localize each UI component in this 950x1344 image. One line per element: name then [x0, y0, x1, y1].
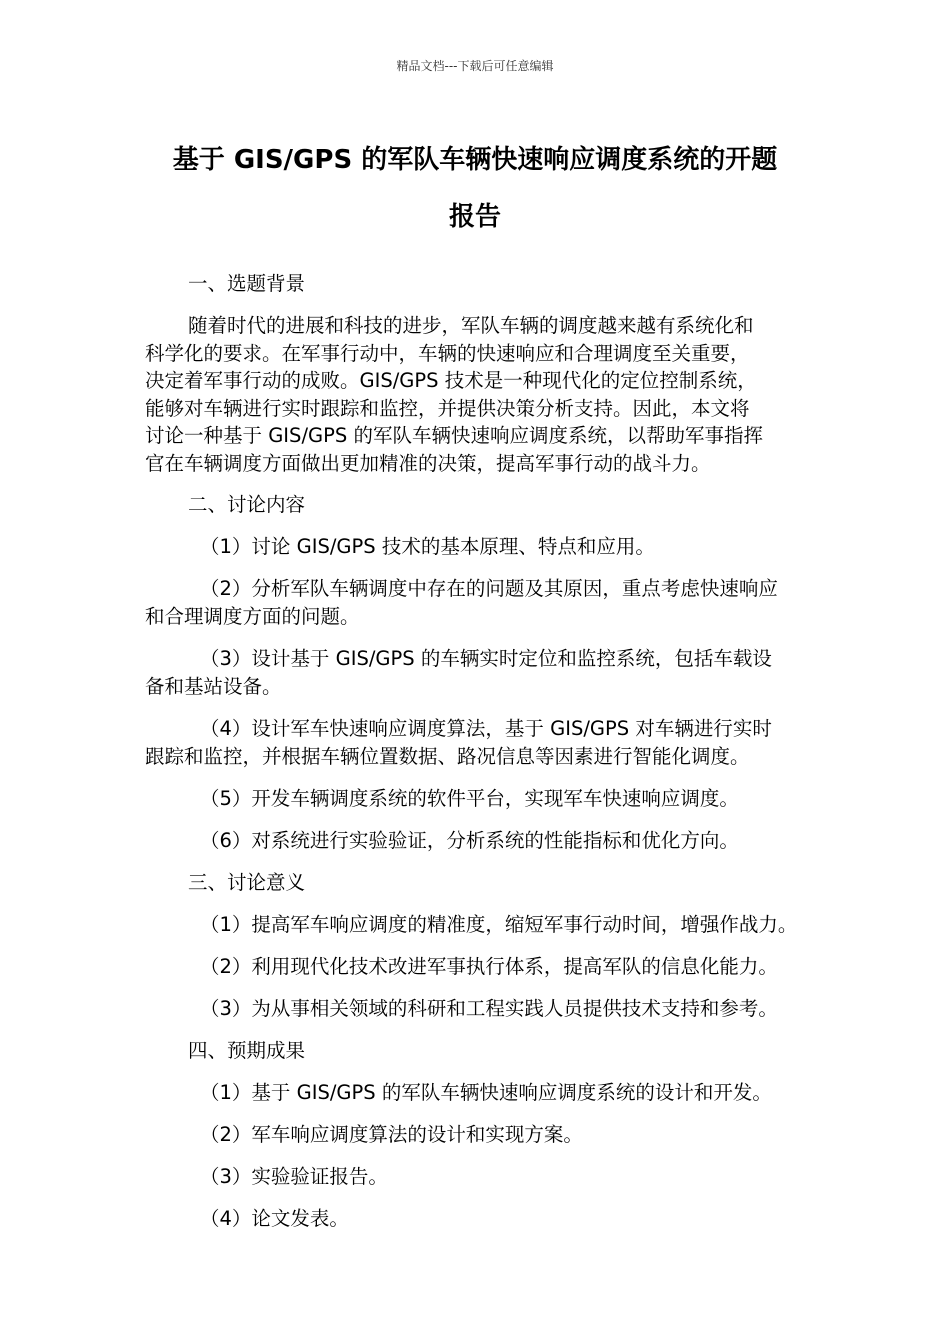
title-line: 基于 GIS/GPS 的军队车辆快速响应调度系统的开题 — [172, 145, 778, 175]
item-line: （2）分析军队车辆调度中存在的问题及其原因，重点考虑快速响应 — [200, 577, 778, 600]
list-item — [145, 911, 815, 939]
item-line: 和合理调度方面的问题。 — [145, 605, 360, 628]
paragraph-line: 随着时代的进展和科技的进步，军队车辆的调度越来越有系统化和 — [188, 314, 754, 337]
item-line: （6）对系统进行实验验证，分析系统的性能指标和优化方向。 — [200, 829, 739, 852]
list-item — [145, 715, 815, 771]
item-line: 跟踪和监控，并根据车辆位置数据、路况信息等因素进行智能化调度。 — [145, 745, 750, 768]
item-line: （3）实验验证报告。 — [200, 1165, 388, 1188]
paragraph-line: 能够对车辆进行实时跟踪和监控，并提供决策分析支持。因此，本文将 — [145, 396, 750, 420]
document-title — [145, 132, 805, 246]
list-item — [145, 1163, 815, 1191]
item-line: （4）论文发表。 — [200, 1207, 349, 1230]
item-line: （3）为从事相关领域的科研和工程实践人员提供技术支持和参考。 — [200, 997, 778, 1020]
item-line: （1）讨论 GIS/GPS 技术的基本原理、特点和应用。 — [200, 535, 655, 558]
item-line: （3）设计基于 GIS/GPS 的车辆实时定位和监控系统，包括车载设 — [200, 647, 772, 670]
list-item — [145, 1205, 815, 1233]
item-line: （5）开发车辆调度系统的软件平台，实现军车快速响应调度。 — [200, 787, 739, 810]
section-heading: 四、预期成果 — [188, 1039, 306, 1062]
item-line: （2）利用现代化技术改进军事执行体系，提高军队的信息化能力。 — [200, 955, 778, 978]
list-item — [145, 1121, 815, 1149]
list-item — [145, 995, 815, 1023]
paragraph-line: 官在车辆调度方面做出更加精准的决策，提高军事行动的战斗力。 — [145, 451, 711, 475]
list-item — [145, 953, 815, 981]
document-body — [145, 270, 815, 1247]
background-paragraph — [145, 312, 815, 477]
item-line: 备和基站设备。 — [145, 675, 282, 698]
list-item — [145, 575, 815, 631]
list-item — [145, 1079, 815, 1107]
item-line: （4）设计军车快速响应调度算法，基于 GIS/GPS 对车辆进行实时 — [200, 717, 772, 740]
paragraph-line: 科学化的要求。在军事行动中，车辆的快速响应和合理调度至关重要， — [145, 341, 750, 365]
paragraph-line: 讨论一种基于 GIS/GPS 的军队车辆快速响应调度系统，以帮助军事指挥 — [145, 424, 763, 447]
paragraph-line: 决定着军事行动的成败。GIS/GPS 技术是一种现代化的定位控制系统， — [145, 369, 757, 392]
section-heading: 一、选题背景 — [188, 272, 306, 295]
section-heading: 三、讨论意义 — [188, 871, 306, 894]
item-line: （2）军车响应调度算法的设计和实现方案。 — [200, 1123, 583, 1146]
header-note: 精品文档---下载后可任意编辑 — [396, 59, 554, 73]
title-line: 报告 — [448, 202, 501, 232]
list-item — [145, 533, 815, 561]
item-line: （1）基于 GIS/GPS 的军队车辆快速响应调度系统的设计和开发。 — [200, 1081, 772, 1104]
list-item — [145, 827, 815, 855]
section-heading: 二、讨论内容 — [188, 493, 306, 516]
list-item — [145, 645, 815, 701]
list-item — [145, 785, 815, 813]
item-line: （1）提高军车响应调度的精准度，缩短军事行动时间，增强作战力。 — [200, 913, 798, 936]
